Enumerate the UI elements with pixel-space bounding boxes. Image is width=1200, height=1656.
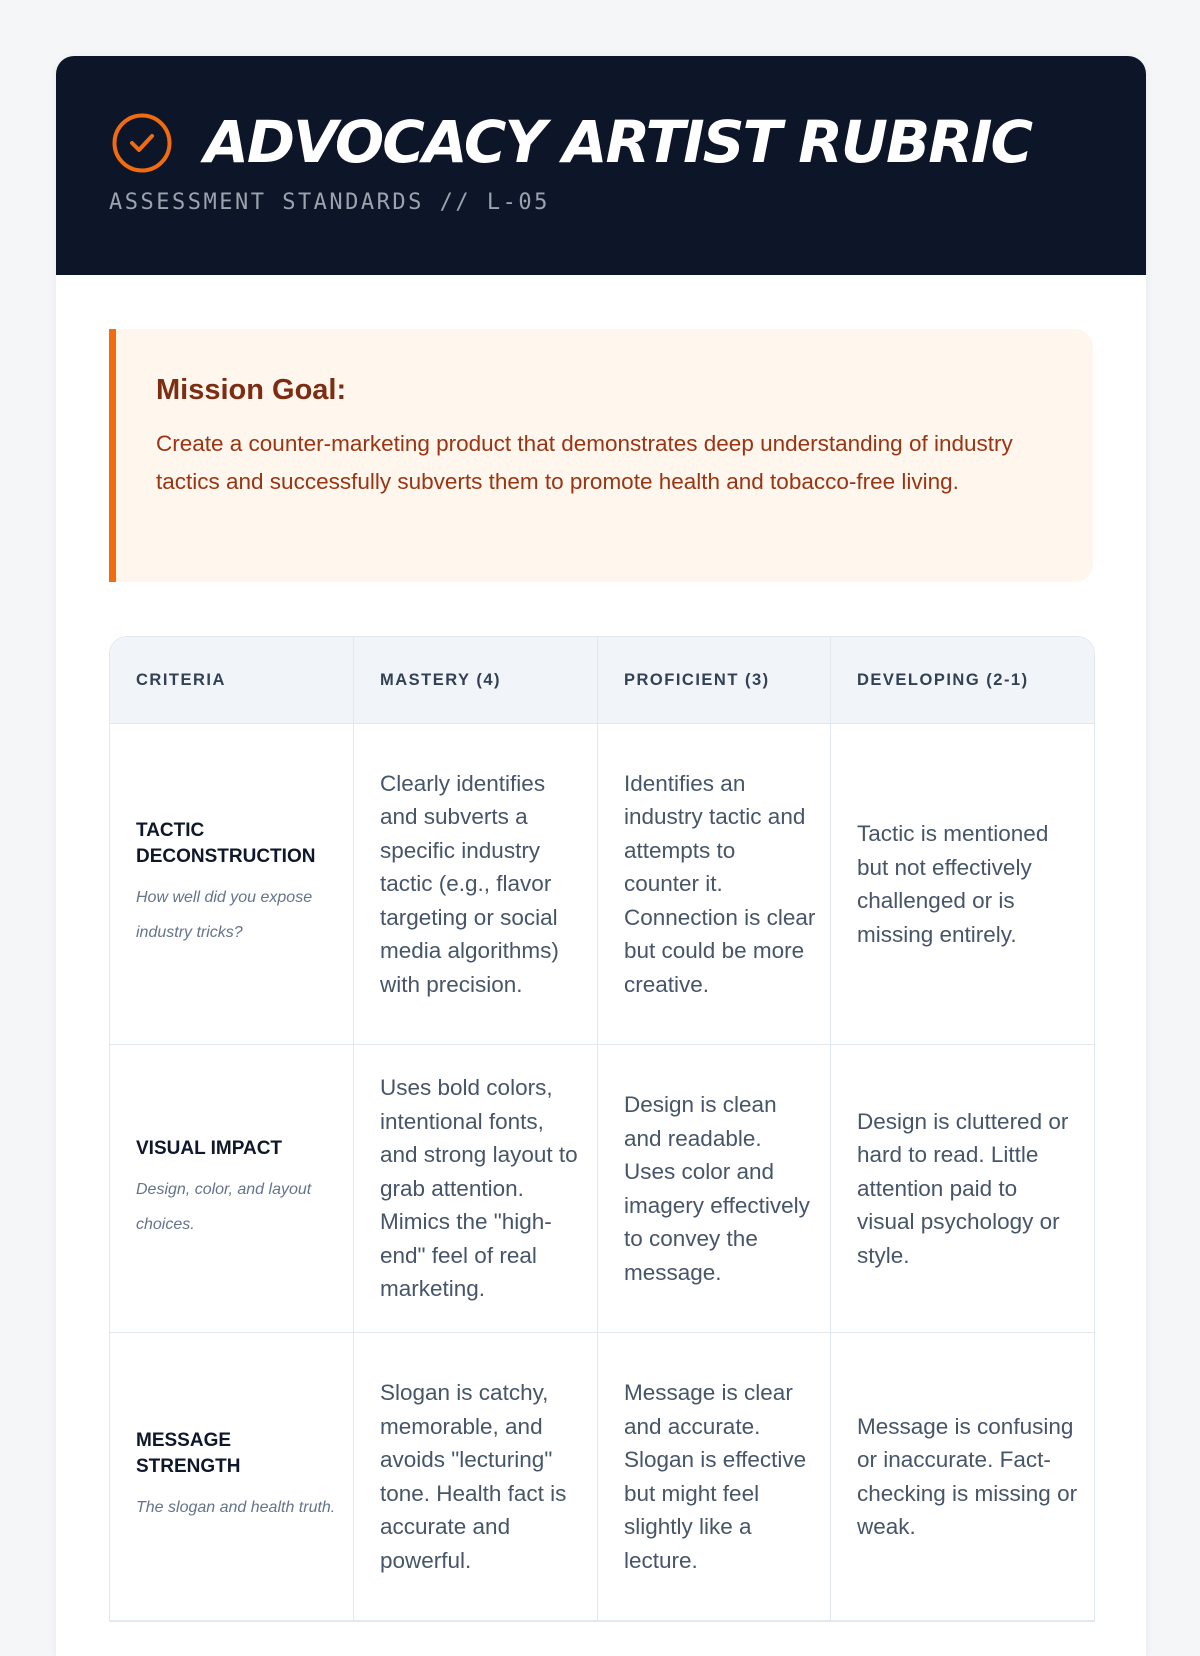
criteria-name: VISUAL IMPACT	[136, 1137, 283, 1159]
developing-cell: Design is cluttered or hard to read. Little attention paid to visual psychology or style.	[831, 1045, 1094, 1333]
table-row	[110, 1045, 1094, 1333]
criteria-cell	[110, 724, 354, 1045]
header-developing: DEVELOPING (2-1)	[831, 637, 1094, 724]
mastery-cell: Clearly identifies and subverts a specific industry tactic (e.g., flavor targeting or social media algorithms) with precision.	[354, 724, 598, 1045]
proficient-cell: Message is clear and accurate. Slogan is effective but might feel slightly like a lecture.	[598, 1333, 831, 1621]
criteria-name: MESSAGE STRENGTH	[136, 1430, 241, 1477]
page-subtitle: ASSESSMENT STANDARDS // L-05	[109, 190, 550, 215]
proficient-cell: Identifies an industry tactic and attempts to counter it. Connection is clear but could be more creative.	[598, 724, 831, 1045]
table-row	[110, 1333, 1094, 1621]
table-header-row	[110, 637, 1094, 724]
criteria-name: TACTIC DECONSTRUCTION	[136, 820, 316, 867]
criteria-description: How well did you expose industry tricks?	[136, 889, 313, 941]
mission-goal-heading: Mission Goal:	[156, 374, 347, 406]
mastery-cell: Slogan is catchy, memorable, and avoids "lecturing" tone. Health fact is accurate and powerful.	[354, 1333, 598, 1621]
rubric-table	[109, 636, 1095, 1622]
developing-cell: Message is confusing or inaccurate. Fact-checking is missing or weak.	[831, 1333, 1094, 1621]
mastery-cell: Uses bold colors, intentional fonts, and strong layout to grab attention. Mimics the "high-end" feel of real marketing.	[354, 1045, 598, 1333]
rubric-header	[56, 56, 1146, 275]
proficient-cell: Design is clean and readable. Uses color and imagery effectively to convey the message.	[598, 1045, 831, 1333]
check-circle-icon	[111, 112, 173, 174]
criteria-description: Design, color, and layout choices.	[136, 1180, 312, 1233]
mission-goal-text: Create a counter-marketing product that demonstrates deep understanding of industry tactics and successfully subverts them to promote health and tobacco-free living.	[156, 431, 1013, 494]
criteria-description: The slogan and health truth.	[136, 1499, 336, 1516]
developing-cell: Tactic is mentioned but not effectively challenged or is missing entirely.	[831, 724, 1094, 1045]
table-row	[110, 724, 1094, 1045]
header-mastery: MASTERY (4)	[354, 637, 598, 724]
criteria-cell	[110, 1333, 354, 1621]
header-criteria: CRITERIA	[110, 637, 354, 724]
page-title: ADVOCACY ARTIST RUBRIC	[204, 108, 1032, 176]
mission-goal-box	[109, 329, 1093, 582]
criteria-cell	[110, 1045, 354, 1333]
header-proficient: PROFICIENT (3)	[598, 637, 831, 724]
rubric-card	[56, 56, 1146, 1656]
